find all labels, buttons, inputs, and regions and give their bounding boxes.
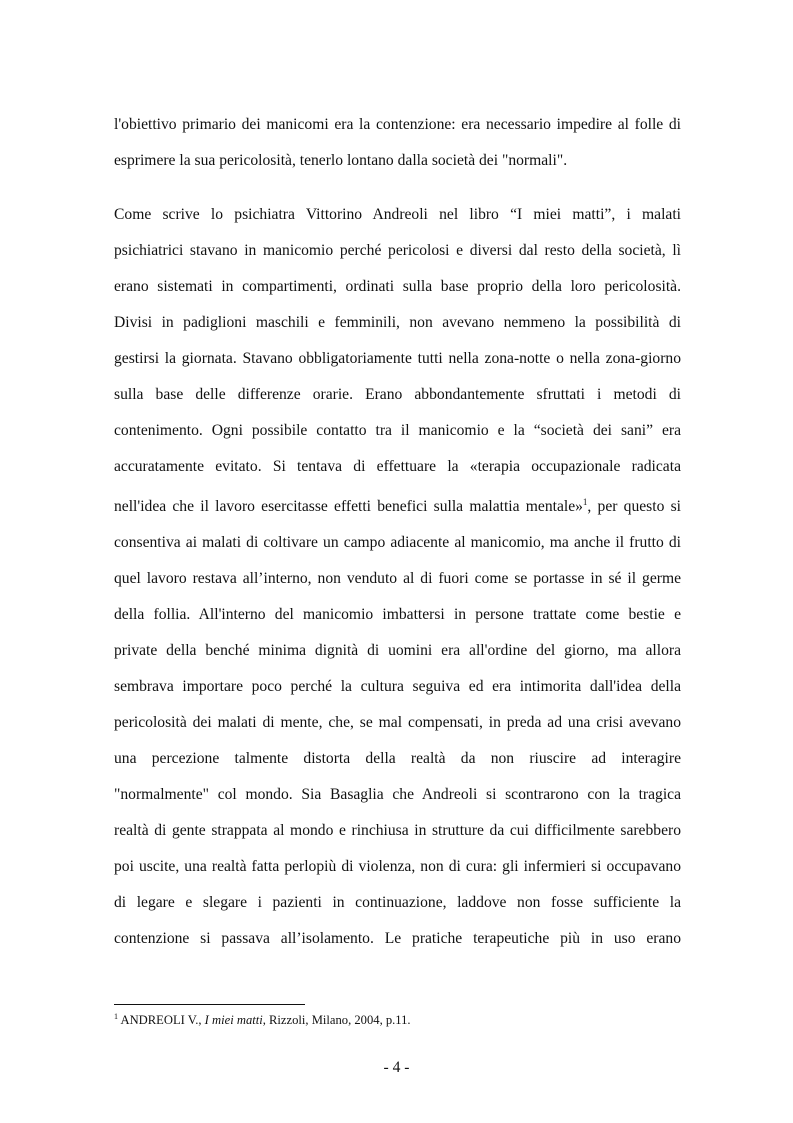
footnote-divider	[114, 1004, 305, 1005]
text-line: poi uscite, una realtà fatta perlopiù di violenza, non di cura: gli infermieri si occupavano	[114, 858, 681, 875]
text-line: Come scrive lo psichiatra Vittorino Andreoli nel libro “I miei matti”, i malati	[114, 206, 681, 223]
text-line: sembrava importare poco perché la cultura seguiva ed era intimorita dall'idea della	[114, 678, 681, 695]
text-line: pericolosità dei malati di mente, che, se mal compensati, in preda ad una crisi avevano	[114, 714, 681, 731]
footnote-reference: 1	[582, 496, 588, 507]
footnote-author: ANDREOLI V.,	[120, 1013, 205, 1027]
text-line: private della benché minima dignità di uomini era all'ordine del giorno, ma allora	[114, 642, 681, 659]
text-line: di legare e slegare i pazienti in continuazione, laddove non fosse sufficiente la	[114, 894, 681, 911]
text-line: una percezione talmente distorta della realtà da non riuscire ad interagire	[114, 750, 681, 767]
text-line: psichiatrici stavano in manicomio perché pericolosi e diversi dal resto della società, lì	[114, 242, 681, 259]
footnote-details: , Rizzoli, Milano, 2004, p.11.	[262, 1013, 411, 1027]
text-line: "normalmente" col mondo. Sia Basaglia che Andreoli si scontrarono con la tragica	[114, 786, 681, 803]
text-line: esprimere la sua pericolosità, tenerlo lontano dalla società dei "normali".	[114, 152, 568, 169]
text-line-with-footnote	[114, 497, 681, 517]
text-line: quel lavoro restava all’interno, non venduto al di fuori come se portasse in sé il germe	[114, 570, 681, 587]
text-line: gestirsi la giornata. Stavano obbligatoriamente tutti nella zona-notte o nella zona-giorno	[114, 350, 681, 367]
text-line: sulla base delle differenze orarie. Erano abbondantemente sfruttati i metodi di	[114, 386, 681, 403]
text-line: contenzione si passava all’isolamento. Le pratiche terapeutiche più in uso erano	[114, 930, 681, 947]
text-line: erano sistemati in compartimenti, ordinati sulla base proprio della loro pericolosità.	[114, 278, 681, 295]
text-line: Divisi in padiglioni maschili e femminili, non avevano nemmeno la possibilità di	[114, 314, 681, 331]
text-line: accuratamente evitato. Si tentava di effettuare la «terapia occupazionale radicata	[114, 458, 681, 475]
text-line: l'obiettivo primario dei manicomi era la contenzione: era necessario impedire al folle di	[114, 116, 681, 133]
text-line: realtà di gente strappata al mondo e rinchiusa in strutture da cui difficilmente sarebbero	[114, 822, 681, 839]
text-line: consentiva ai malati di coltivare un campo adiacente al manicomio, ma anche il frutto di	[114, 534, 681, 551]
text-line: della follia. All'interno del manicomio imbattersi in persone trattate come bestie e	[114, 606, 681, 623]
page-number: - 4 -	[383, 1059, 410, 1076]
text-segment: , per questo si	[587, 498, 681, 515]
footnote-title: I miei matti	[204, 1013, 263, 1027]
footnote	[114, 1012, 681, 1028]
text-line: contenimento. Ogni possibile contatto tra il manicomio e la “società dei sani” era	[114, 422, 681, 439]
footnote-marker: 1	[114, 1011, 118, 1021]
text-segment: nell'idea che il lavoro esercitasse effetti benefici sulla malattia mentale»	[114, 498, 583, 515]
